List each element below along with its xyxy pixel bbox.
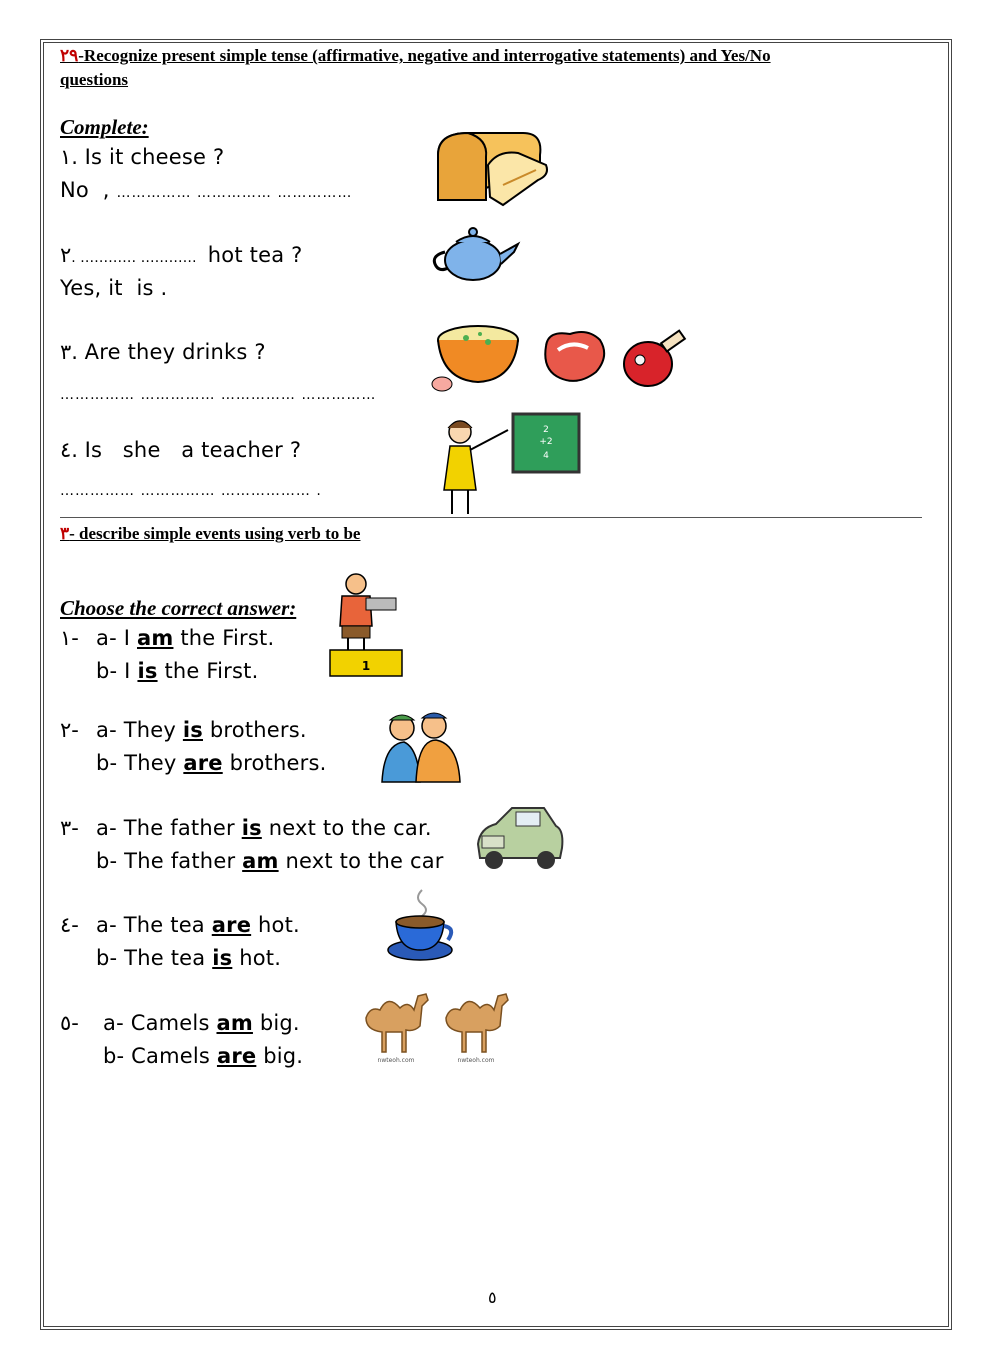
choice5-option-b: b- Camels are big.: [103, 1044, 304, 1068]
tea-cup-image: [386, 888, 458, 964]
brothers-image: [378, 708, 463, 784]
choice1-option-a: a- I am the First.: [96, 626, 275, 650]
choice3-option-b: b- The father am next to the car: [96, 849, 444, 873]
camel-watermark-right: nwteoh.com: [457, 1057, 495, 1064]
svg-text:2: 2: [543, 425, 549, 435]
first-place-boy-image: [326, 570, 406, 678]
q3-question: ٣. Are they drinks ?: [60, 340, 266, 364]
car-image: [472, 798, 567, 878]
choice1-num: ١-: [60, 626, 79, 650]
ham-image: [618, 322, 696, 392]
q2-question: ٢. ………… ………… hot tea ?: [60, 243, 303, 267]
svg-text:+2: +2: [539, 437, 553, 447]
steak-image: [538, 326, 610, 388]
choice3-option-a: a- The father is next to the car.: [96, 816, 432, 840]
choice2-num: ٢-: [60, 718, 79, 742]
choice5-option-a: a- Camels am big.: [103, 1011, 300, 1035]
teacher-image: [438, 410, 583, 518]
page-number: ٥: [488, 1288, 497, 1307]
q1-question: ١. Is it cheese ?: [60, 145, 225, 169]
choice2-option-a: a- They is brothers.: [96, 718, 307, 742]
svg-text:1: 1: [361, 659, 371, 673]
svg-text:4: 4: [543, 451, 549, 461]
section2-title: ٣- describe simple events using verb to be: [60, 524, 361, 543]
choice2-option-b: b- They are brothers.: [96, 751, 327, 775]
q2-answer: Yes, it is .: [60, 276, 168, 300]
choice4-option-b: b- The tea is hot.: [96, 946, 282, 970]
section1-instruction: Complete:: [60, 115, 149, 139]
choice4-option-a: a- The tea are hot.: [96, 913, 300, 937]
section-divider: [60, 517, 922, 518]
choice4-num: ٤-: [60, 913, 79, 937]
q4-answer: …………… …………… ……………… .: [60, 483, 322, 499]
section1-title: ٢٩-Recognize present simple tense (affirmative, negative and interrogative statements) and Yes/No questions: [60, 46, 771, 89]
section2-instruction: Choose the correct answer:: [60, 596, 297, 620]
camels-image: [356, 976, 521, 1066]
choice1-option-b: b- I is the First.: [96, 659, 259, 683]
q4-question: ٤. Is she a teacher ?: [60, 438, 302, 462]
soup-bowl-image: [428, 318, 520, 396]
q1-answer: No , …………… …………… ……………: [60, 178, 353, 202]
choice3-num: ٣-: [60, 816, 79, 840]
q3-answer: …………… …………… …………… ……………: [60, 387, 377, 403]
choice5-num: ٥-: [60, 1011, 79, 1035]
bread-image: [428, 125, 553, 210]
camel-watermark-left: nwteoh.com: [377, 1057, 415, 1064]
teapot-image: [428, 222, 523, 284]
